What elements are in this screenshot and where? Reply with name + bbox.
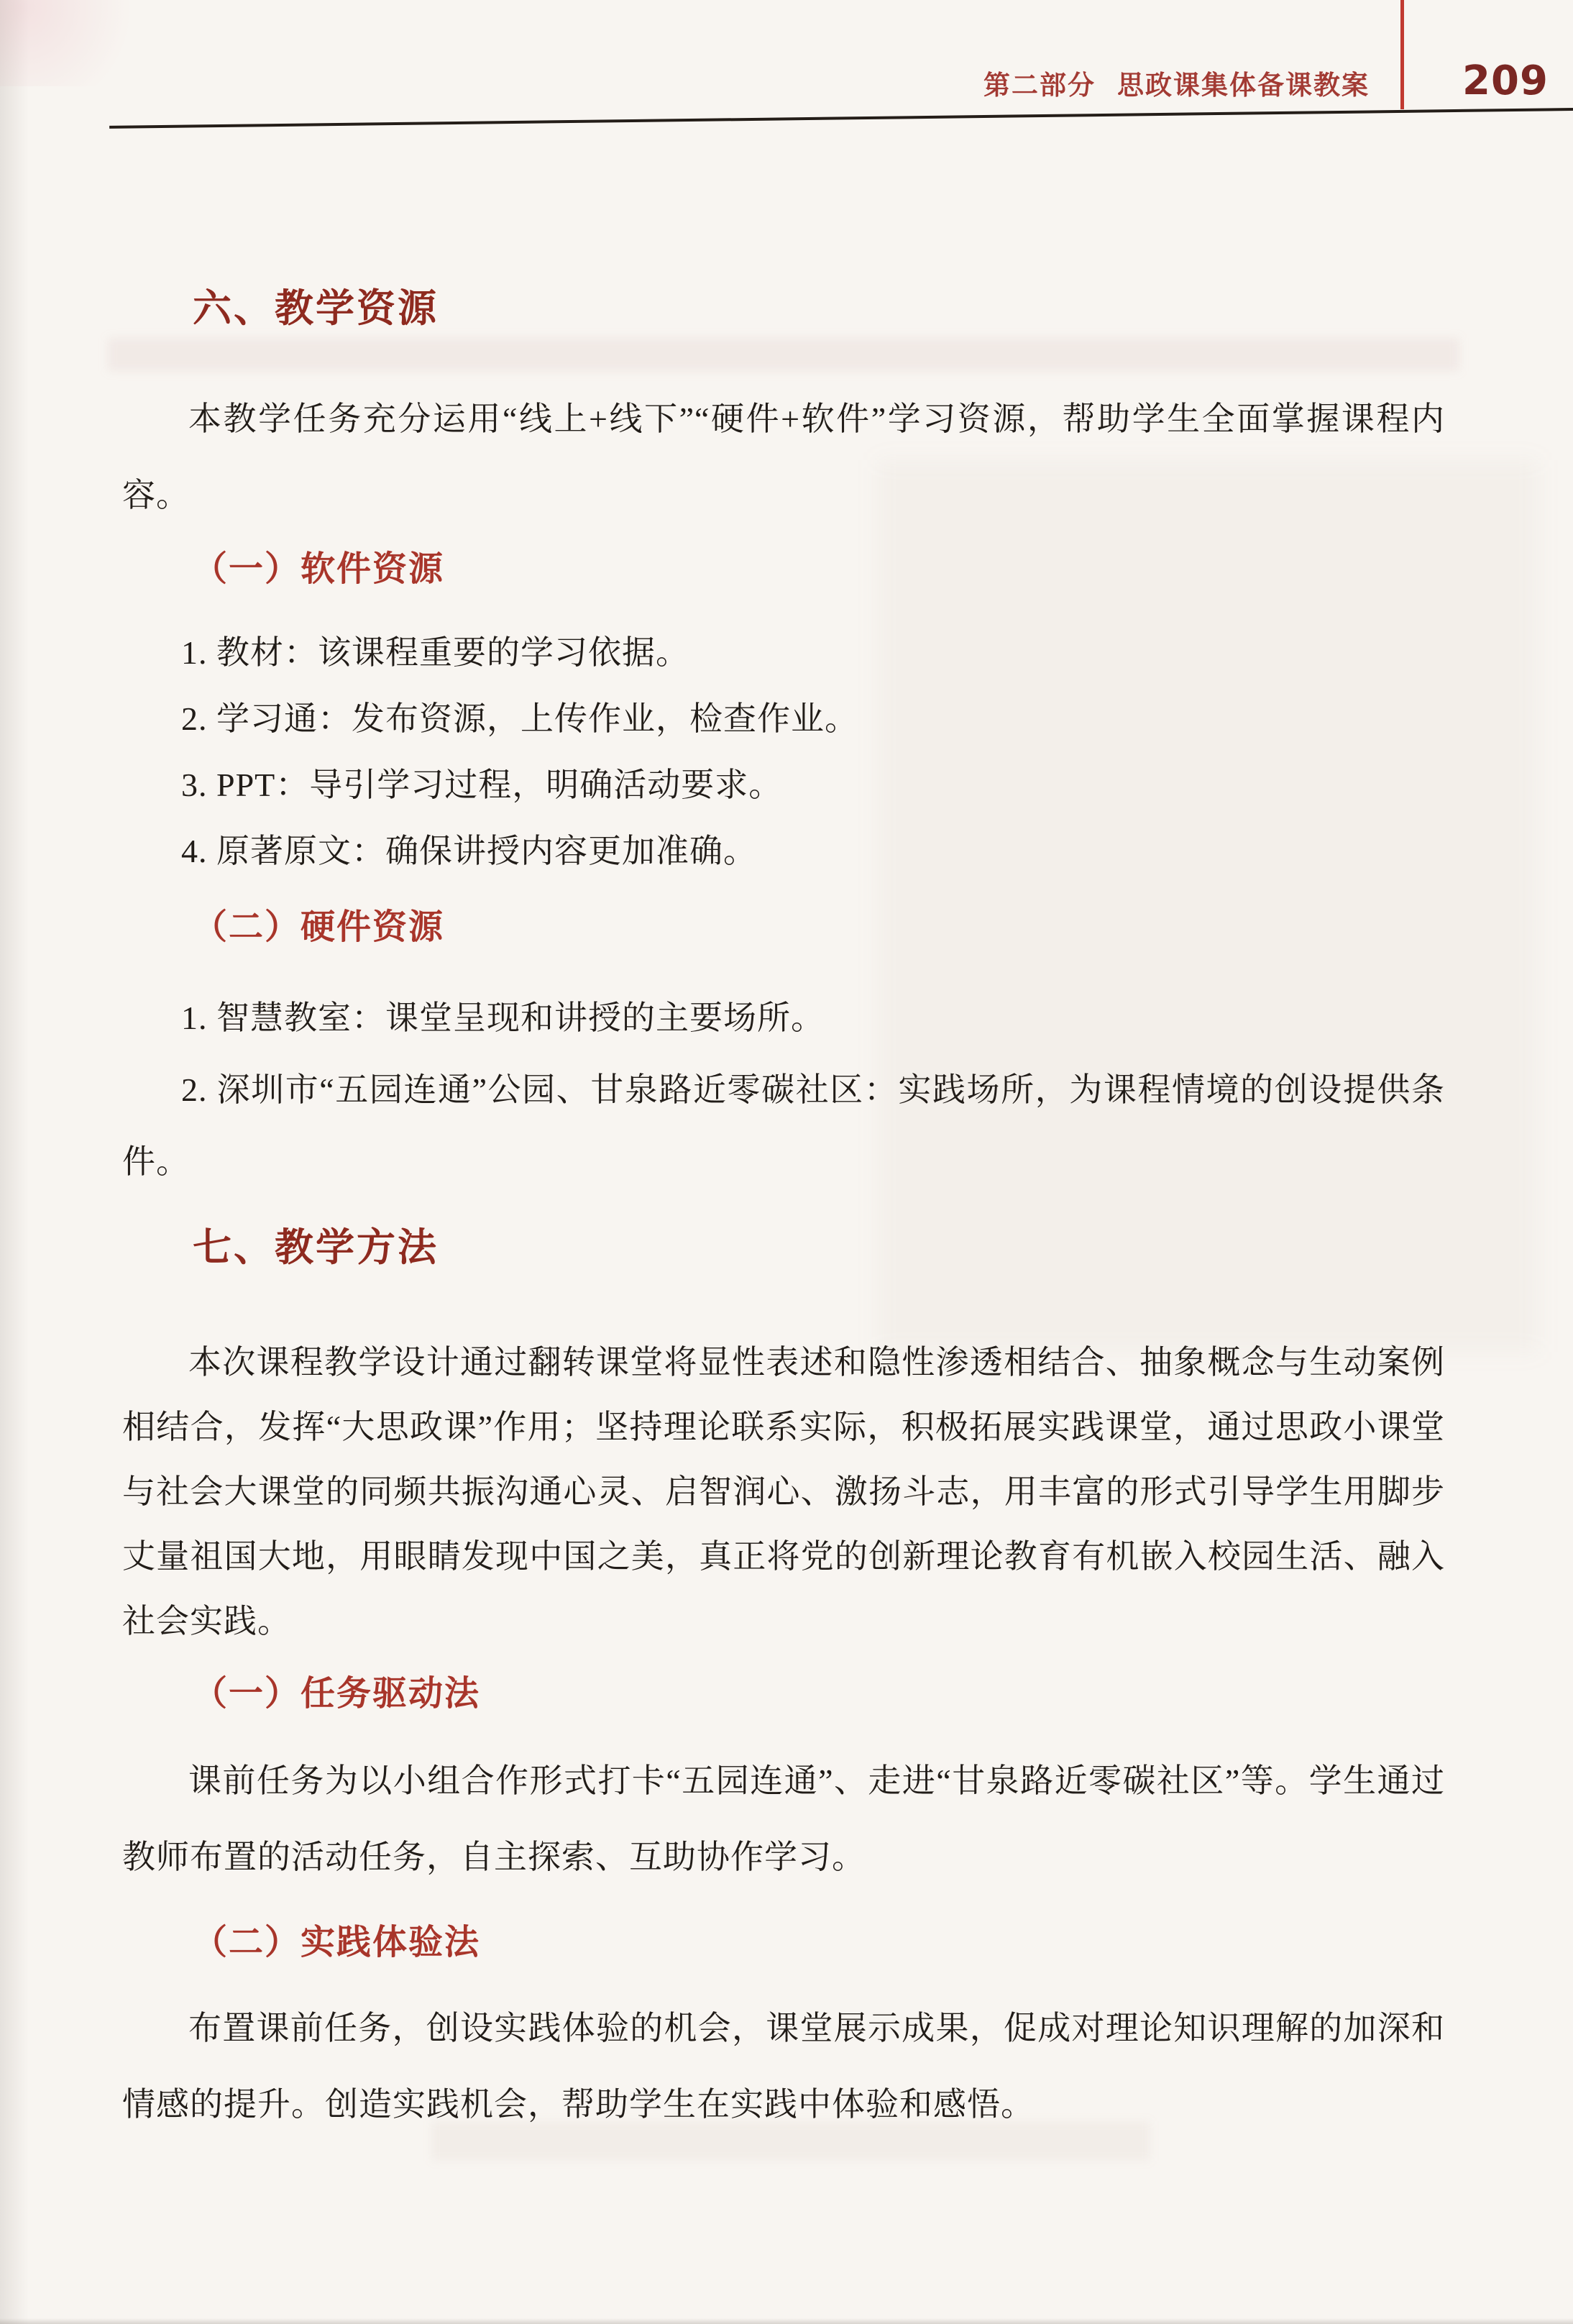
paragraph-task-driven-method: 课前任务为以小组合作形式打卡“五园连通”、走进“甘泉路近零碳社区”等。学生通过教师布置的活动任务，自主探索、互助协作学习。 <box>122 1762 1445 1875</box>
list-item-hardware-2: 2. 深圳市“五园连通”公园、甘泉路近零碳社区：实践场所，为课程情境的创设提供条件。 <box>122 1071 1445 1180</box>
scan-corner-noise <box>0 0 158 86</box>
header-book-title: 思政课集体备课教案 <box>1117 71 1370 101</box>
page-number: 209 <box>1462 58 1549 104</box>
subsection-title-hardware-resources: （二）硬件资源 <box>193 908 445 946</box>
section-title-teaching-methods: 七、教学方法 <box>193 1226 439 1269</box>
page-left-shadow <box>0 0 29 2324</box>
list-item-software-2: 2. 学习通：发布资源，上传作业，检查作业。 <box>181 700 858 737</box>
list-item-hardware-1: 1. 智慧教室：课堂呈现和讲授的主要场所。 <box>181 999 825 1036</box>
header-section-label: 第二部分 <box>983 71 1096 101</box>
list-item-software-1: 1. 教材：该课程重要的学习依据。 <box>181 634 689 671</box>
subsection-title-practice-experience-method: （二）实践体验法 <box>193 1923 481 1962</box>
paragraph-practice-experience-method: 布置课前任务，创设实践体验的机会，课堂展示成果，促成对理论知识理解的加深和情感的提升。创造实践机会，帮助学生在实践中体验和感悟。 <box>122 2010 1445 2123</box>
list-item-software-4: 4. 原著原文：确保讲授内容更加准确。 <box>181 833 757 869</box>
running-header <box>983 63 1370 102</box>
section-title-teaching-resources: 六、教学资源 <box>193 287 439 330</box>
header-vertical-divider <box>1400 0 1404 109</box>
paragraph-methods-intro: 本次课程教学设计通过翻转课堂将显性表述和隐性渗透相结合、抽象概念与生动案例相结合，发挥“大思政课”作用；坚持理论联系实际，积极拓展实践课堂，通过思政小课堂与社会大课堂的同频共振沟通心灵、启智润心、激扬斗志，用丰富的形式引导学生用脚步丈量祖国大地，用眼睛发现中国之美，真正将党的创新理论教育有机嵌入校园生活、融入社会实践。 <box>122 1344 1445 1639</box>
header-rule <box>109 108 1573 129</box>
bleed-through-ghost <box>108 338 1459 371</box>
paragraph-resources-intro: 本教学任务充分运用“线上+线下”“硬件+软件”学习资源，帮助学生全面掌握课程内容。 <box>122 401 1445 513</box>
subsection-title-software-resources: （一）软件资源 <box>193 550 445 588</box>
subsection-title-task-driven-method: （一）任务驱动法 <box>193 1675 481 1713</box>
list-item-software-3: 3. PPT：导引学习过程，明确活动要求。 <box>181 767 783 803</box>
page-bottom-shadow <box>0 2318 1573 2324</box>
